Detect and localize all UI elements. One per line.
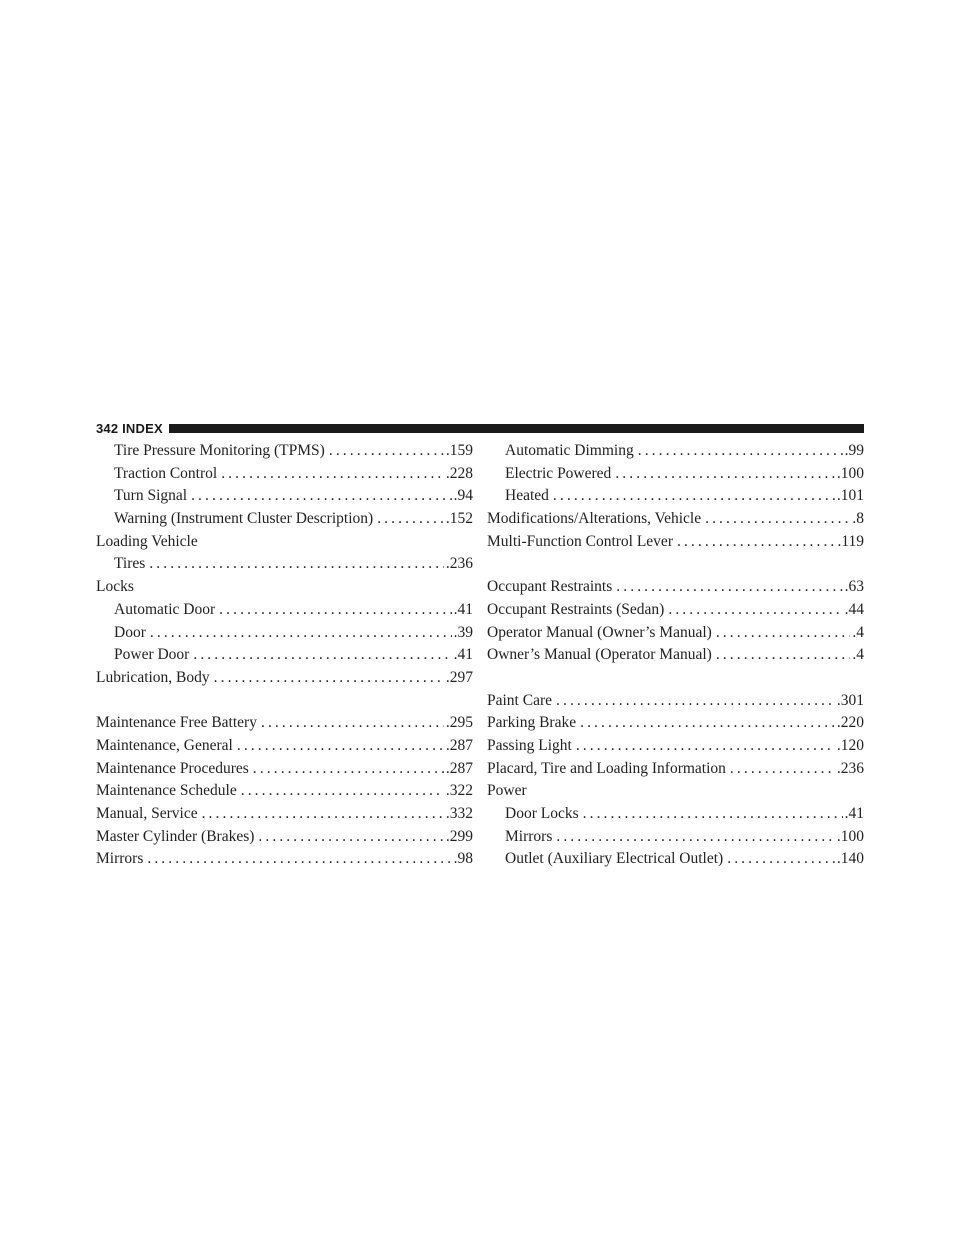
dot-leader bbox=[580, 712, 835, 735]
dot-leader bbox=[219, 599, 451, 622]
index-entry-page: .152 bbox=[445, 510, 473, 528]
index-entry-label: Modifications/Alterations, Vehicle bbox=[487, 510, 702, 528]
index-entry-label: Automatic Dimming bbox=[505, 442, 634, 459]
index-entry-label: Mirrors bbox=[505, 827, 553, 845]
index-entry-label: Electric Powered bbox=[505, 464, 612, 482]
index-entry-label: Parking Brake bbox=[487, 714, 577, 732]
index-entry-label: Manual, Service bbox=[96, 805, 198, 822]
index-heading bbox=[487, 780, 864, 803]
index-entry-page: .41 bbox=[453, 646, 473, 664]
index-entry bbox=[487, 440, 864, 463]
index-entry-label: Master Cylinder (Brakes) bbox=[96, 827, 255, 845]
dot-leader bbox=[615, 463, 835, 486]
index-entry-page: .287 bbox=[445, 736, 473, 754]
index-entry-page: .295 bbox=[445, 714, 473, 732]
index-heading bbox=[96, 576, 473, 599]
index-entry-label: Power bbox=[487, 782, 527, 800]
index-entry-page: .159 bbox=[445, 442, 473, 459]
index-entry-label: Lubrication, Body bbox=[96, 668, 210, 686]
index-entry-label: Occupant Restraints bbox=[487, 578, 613, 596]
dot-leader bbox=[193, 644, 451, 667]
dot-leader bbox=[261, 712, 444, 735]
index-entry-label: Tires bbox=[114, 555, 146, 573]
index-entry bbox=[96, 780, 473, 803]
index-entry-page: .99 bbox=[844, 442, 864, 459]
index-entry bbox=[487, 463, 864, 486]
index-entry-page: .8 bbox=[852, 510, 864, 528]
index-entry-label: Locks bbox=[96, 578, 134, 596]
index-entry-label: Tire Pressure Monitoring (TPMS) bbox=[114, 442, 325, 459]
index-entry-label: Maintenance Schedule bbox=[96, 782, 237, 800]
index-entry-page: .100 bbox=[836, 464, 864, 482]
dot-leader bbox=[556, 690, 835, 713]
index-entry-label: Operator Manual (Owner’s Manual) bbox=[487, 623, 712, 641]
index-entry-page: .100 bbox=[836, 827, 864, 845]
index-entry bbox=[96, 735, 473, 758]
index-entry bbox=[487, 690, 864, 713]
index-entry bbox=[487, 622, 864, 645]
dot-leader bbox=[716, 644, 851, 667]
index-entry bbox=[96, 826, 473, 849]
dot-leader bbox=[716, 622, 851, 645]
index-entry bbox=[487, 644, 864, 667]
index-entry-page: .297 bbox=[445, 668, 473, 686]
index-entry bbox=[487, 576, 864, 599]
index-entry bbox=[96, 508, 473, 531]
index-entry-page: .98 bbox=[453, 850, 473, 868]
index-entry bbox=[487, 485, 864, 508]
index-entry bbox=[96, 758, 473, 781]
index-entry bbox=[96, 599, 473, 622]
index-entry-page: .39 bbox=[453, 623, 473, 641]
index-spacer bbox=[487, 553, 864, 576]
dot-leader bbox=[214, 667, 444, 690]
dot-leader bbox=[191, 485, 452, 508]
index-entry bbox=[96, 644, 473, 667]
dot-leader bbox=[727, 848, 835, 871]
index-entry-page: .287 bbox=[445, 759, 473, 777]
dot-leader bbox=[616, 576, 842, 599]
index-entry-label: Placard, Tire and Loading Information bbox=[487, 759, 726, 777]
index-entry bbox=[487, 712, 864, 735]
dot-leader bbox=[576, 735, 835, 758]
dot-leader bbox=[705, 508, 850, 531]
dot-leader bbox=[202, 803, 444, 826]
index-heading bbox=[96, 531, 473, 554]
index-entry bbox=[487, 735, 864, 758]
section-title: INDEX bbox=[122, 420, 163, 436]
index-entry-label: Door Locks bbox=[505, 805, 579, 822]
index-entry-page: .94 bbox=[453, 487, 473, 505]
index-entry bbox=[96, 440, 473, 463]
page-header bbox=[96, 419, 864, 437]
index-entry-page: .322 bbox=[445, 782, 473, 800]
index-entry bbox=[96, 622, 473, 645]
index-entry-label: Maintenance Procedures bbox=[96, 759, 249, 777]
index-entry bbox=[96, 848, 473, 871]
index-entry-page: .220 bbox=[836, 714, 864, 732]
index-entry-page: .63 bbox=[844, 578, 864, 596]
index-entry-label: Power Door bbox=[114, 646, 190, 664]
index-entry-label: Outlet (Auxiliary Electrical Outlet) bbox=[505, 850, 724, 868]
index-entry bbox=[487, 531, 864, 554]
index-entry-label: Warning (Instrument Cluster Description) bbox=[114, 510, 374, 528]
index-entry-page: .119 bbox=[837, 532, 864, 550]
dot-leader bbox=[150, 622, 452, 645]
index-entry-page: .41 bbox=[844, 805, 864, 822]
dot-leader bbox=[556, 826, 835, 849]
dot-leader bbox=[553, 485, 835, 508]
index-entry bbox=[96, 667, 473, 690]
index-column-right bbox=[487, 440, 864, 871]
dot-leader bbox=[583, 803, 843, 826]
index-entry-page: .140 bbox=[836, 850, 864, 868]
index-entry bbox=[96, 712, 473, 735]
index-entry bbox=[96, 553, 473, 576]
index-entry-page: .4 bbox=[852, 646, 864, 664]
page-number: 342 bbox=[96, 420, 119, 436]
dot-leader bbox=[668, 599, 842, 622]
index-entry-page: .301 bbox=[836, 691, 864, 709]
index-entry-label: Maintenance Free Battery bbox=[96, 714, 257, 732]
index-entry-page: .44 bbox=[844, 600, 864, 618]
dot-leader bbox=[730, 758, 835, 781]
header-rule bbox=[169, 424, 864, 433]
index-entry bbox=[487, 599, 864, 622]
index-spacer bbox=[487, 667, 864, 690]
dot-leader bbox=[149, 553, 444, 576]
index-entry bbox=[487, 508, 864, 531]
index-entry bbox=[487, 803, 864, 826]
dot-leader bbox=[237, 735, 444, 758]
index-entry-label: Multi-Function Control Lever bbox=[487, 532, 673, 550]
index-entry-label: Heated bbox=[505, 487, 549, 505]
dot-leader bbox=[377, 508, 444, 531]
index-entry bbox=[96, 803, 473, 826]
index-entry-page: .228 bbox=[445, 464, 473, 482]
dot-leader bbox=[147, 848, 451, 871]
index-entry-page: .120 bbox=[836, 736, 864, 754]
index-entry-label: Mirrors bbox=[96, 850, 144, 868]
index-entry-label: Automatic Door bbox=[114, 600, 216, 618]
index-entry bbox=[487, 826, 864, 849]
index-spacer bbox=[96, 690, 473, 713]
dot-leader bbox=[258, 826, 443, 849]
index-entry-label: Door bbox=[114, 623, 146, 641]
index-entry bbox=[96, 463, 473, 486]
index-entry-page: .4 bbox=[852, 623, 864, 641]
index-entry-label: Owner’s Manual (Operator Manual) bbox=[487, 646, 712, 664]
index-entry-label: Paint Care bbox=[487, 691, 552, 709]
index-entry-label: Occupant Restraints (Sedan) bbox=[487, 600, 665, 618]
index-column-left bbox=[96, 440, 473, 871]
index-entry-page: .299 bbox=[445, 827, 473, 845]
index-entry-label: Traction Control bbox=[114, 464, 218, 482]
index-entry bbox=[96, 485, 473, 508]
index-entry-page: .41 bbox=[453, 600, 473, 618]
dot-leader bbox=[253, 758, 444, 781]
index-entry-label: Turn Signal bbox=[114, 487, 188, 505]
index-entry bbox=[487, 848, 864, 871]
index-entry-page: .236 bbox=[445, 555, 473, 573]
index-entry bbox=[487, 758, 864, 781]
index-entry-label: Loading Vehicle bbox=[96, 532, 198, 550]
index-entry-label: Passing Light bbox=[487, 736, 572, 754]
dot-leader bbox=[241, 780, 444, 803]
dot-leader bbox=[329, 440, 444, 463]
index-entry-label: Maintenance, General bbox=[96, 736, 233, 754]
index-entry-page: .332 bbox=[445, 805, 473, 822]
dot-leader bbox=[221, 463, 444, 486]
dot-leader bbox=[638, 440, 843, 463]
index-entry-page: .101 bbox=[836, 487, 864, 505]
dot-leader bbox=[677, 531, 835, 554]
page-number-title bbox=[96, 421, 163, 436]
index-entry-page: .236 bbox=[836, 759, 864, 777]
